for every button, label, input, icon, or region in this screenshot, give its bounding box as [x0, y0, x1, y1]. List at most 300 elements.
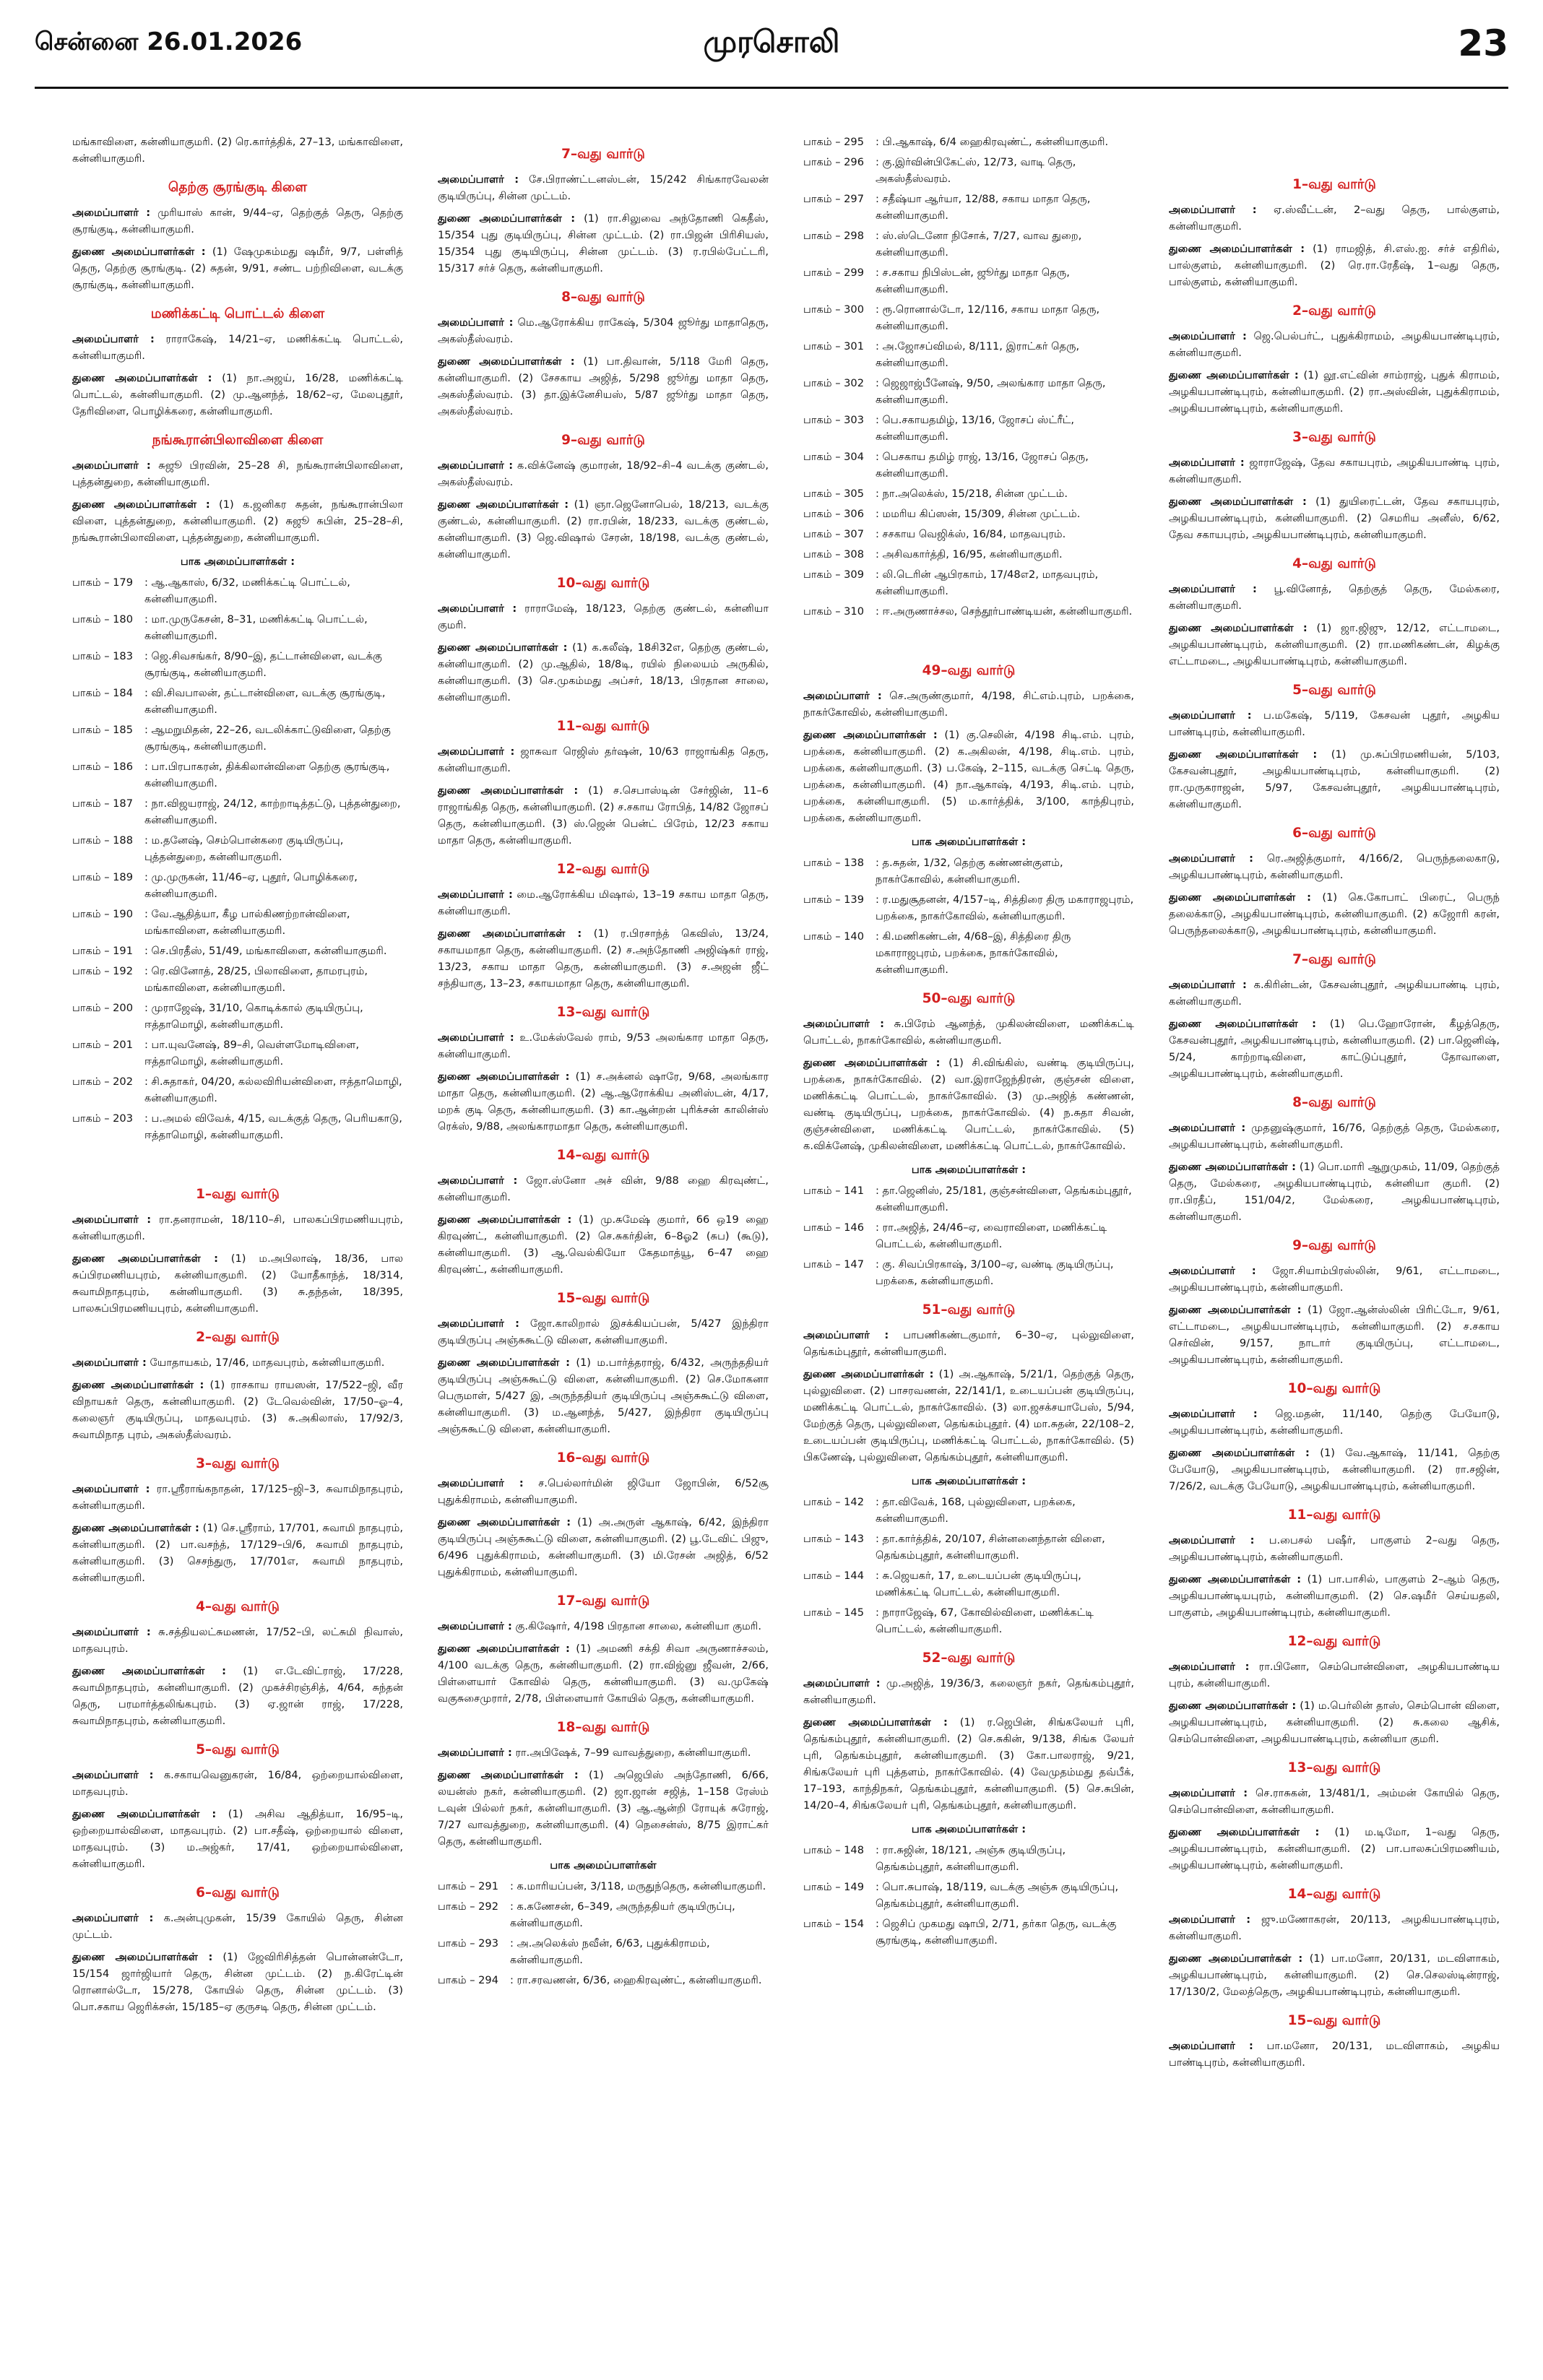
- appointment-text: (1) அஜெபிஸ் அந்தோணி, 6/66, லயன்ஸ் நகர், கன்னியாகுமரி. (2) ஜா.ஜான் சஜித், 1–158 ரேஸ்ம் டவுன் பில்லர் நகர், கன்னியாகுமரி. (3) ஆ.ஆன்றி ரோயுக் சுரோஜ், 7/27 வாவத்துறை, கன்னியாகுமரி. (4) நெசைன்ஸ், 8/75 இராட்கர் தெரு, கன்னியாகுமரி.: [438, 1769, 769, 1848]
- ward-heading: 52–வது வார்டு: [922, 1650, 1016, 1666]
- appointment-paragraph: [1169, 1532, 1500, 1565]
- booth-organizer: : மமரிய கிப்ஸன், 15/309, சின்ன முட்டம்.: [876, 508, 1081, 520]
- ward-heading: 5–வது வார்டு: [1292, 683, 1376, 698]
- booth-organizer: : தா.விவேக், 168, புல்லுவிளை, பறக்கை, கன்னியாகுமரி.: [876, 1496, 1076, 1525]
- appointment-paragraph: [72, 1250, 403, 1317]
- appointment-paragraph: [438, 1029, 769, 1063]
- appointment-paragraph: [72, 331, 403, 364]
- role-label: அமைப்பாளர் :: [438, 1031, 514, 1044]
- ward-heading: 12–வது வார்டு: [556, 862, 650, 877]
- booth-organizer: : ஜெஜாஜ்பீனேஷ், 9/50, அலங்கார மாதா தெரு, கன்னியாகுமரி.: [876, 377, 1106, 406]
- role-label: துணை அமைப்பாளர்கள் :: [72, 246, 206, 258]
- booth-entry: [72, 722, 403, 755]
- appointment-paragraph: [438, 1744, 769, 1761]
- appointment-text: ஜோ.ஸ்னோ அச் வின், 9/88 ஹை கிரவுண்ட், கன்னியாகுமரி.: [438, 1174, 769, 1203]
- booth-organizer: : தா.கார்த்திக், 20/107, சின்னனைந்தான் விளை, தெங்கம்புதூர், கன்னியாகுமரி.: [876, 1533, 1105, 1562]
- appointment-text: ரா.ஸ்ரீராங்கநாதன், 17/125–ஜி–3, சுவாமிநாதபுரம், கன்னியாகுமரி.: [72, 1483, 403, 1512]
- role-label: துணை அமைப்பாளர்கள் :: [72, 1808, 217, 1820]
- appointment-text: (1) ராசகாய ராயஸன், 17/522–ஜி, வீர விநாயகர் தெரு, கன்னியாகுமரி. (2) டேவெல்வின், 17/50–ஓ–4, கலைஞர் குடியிருப்பு, மாதவபுரம். (3) சு.அகிலாஸ், 17/92/3, சுவாமிநாத புரம், அகஸ்தீஸ்வரம்.: [72, 1379, 403, 1441]
- appointment-paragraph: [438, 210, 769, 277]
- role-label: துணை அமைப்பாளர்கள் :: [1169, 369, 1299, 381]
- appointment-paragraph: [438, 1172, 769, 1206]
- booth-number: பாகம் – 187: [72, 797, 133, 810]
- appointment-paragraph: [438, 1514, 769, 1580]
- appointment-text: க.அன்புமுகன், 15/39 கோயில் தெரு, சின்ன முட்டம்.: [72, 1912, 403, 1941]
- appointment-paragraph: [438, 1354, 769, 1437]
- booth-number: பாகம் – 291: [438, 1880, 498, 1892]
- booth-entry: [803, 191, 1134, 224]
- appointment-text: ஜெ.பெல்பர்ட், புதுக்கிராமம், அழகியபாண்டிபுரம், கன்னியாகுமரி.: [1169, 330, 1500, 359]
- booth-number: பாகம் – 139: [803, 893, 864, 906]
- booth-number: பாகம் – 145: [803, 1606, 864, 1619]
- appointment-paragraph: [1169, 1911, 1500, 1944]
- role-label: துணை அமைப்பாளர்கள் :: [72, 1665, 226, 1677]
- booth-number: பாகம் – 201: [72, 1039, 133, 1051]
- appointment-paragraph: [72, 204, 403, 238]
- booth-number: பாகம் – 300: [803, 303, 864, 316]
- booth-number: பாகம் – 140: [803, 930, 864, 943]
- appointment-paragraph: [1169, 889, 1500, 939]
- role-label: துணை அமைப்பாளர்கள் :: [1169, 1573, 1302, 1585]
- ward-heading: 10–வது வார்டு: [556, 576, 650, 591]
- appointment-paragraph: [1169, 241, 1500, 290]
- booth-organizer: : சசகாய வெஜிக்ஸ், 16/84, மாதவபுரம்.: [876, 528, 1066, 540]
- ward-heading: 2–வது வார்டு: [1292, 303, 1376, 319]
- role-label: துணை அமைப்பாளர்கள் :: [1169, 891, 1311, 904]
- appointment-text: (1) பா.திவான், 5/118 மேரி தெரு, கன்னியாகுமரி. (2) சேசகாய அஜித், 5/298 ஜூர்து மாதா தெரு, அகஸ்தீஸ்வரம். (3) தா.இக்னேசியஸ், 5/87 ஜூர்து மாதா தெரு, அகஸ்தீஸ்வரம்.: [438, 355, 769, 417]
- booth-entry: [803, 228, 1134, 261]
- booth-entry: [803, 485, 1134, 502]
- role-label: அமைப்பாளர் :: [72, 207, 151, 219]
- booth-organizer: : ஆ.ஆகாஸ், 6/32, மணிக்கட்டி பொட்டல், கன்னியாகுமரி.: [144, 576, 350, 605]
- appointment-text: (1) ராமஜித், சி.எஸ்.ஐ. சர்ச் எதிரில், பால்குளம், கன்னியாகுமரி. (2) ரெ.ரா.ரேதீஷ், 1–வது தெரு, பால்குளம், கன்னியாகுமரி.: [1169, 243, 1500, 288]
- appointment-text: பூ.வினோத், தெற்குத் தெரு, மேல்கரை, கன்னியாகுமரி.: [1169, 583, 1500, 612]
- booth-organizer: : ப.அமல் விவேக், 4/15, வடக்குத் தெரு, பெரியகாடு, ஈத்தாமொழி, கன்னியாகுமரி.: [144, 1112, 402, 1141]
- appointment-paragraph: [1169, 620, 1500, 670]
- booth-entry: [803, 264, 1134, 298]
- section-subheading: பாக அமைப்பாளர்கள் :: [911, 1164, 1026, 1176]
- appointment-text: க.கிரின்டன், கேசவன்புதூர், அழகியபாண்டி புரம், கன்னியாகுமரி.: [1169, 979, 1500, 1008]
- appointment-text: ரெ.அஜித்குமார், 4/166/2, பெருந்தலைகாடு, அழகியபாண்டிபுரம், கன்னியாகுமரி.: [1169, 852, 1500, 881]
- booth-entry: [438, 1935, 769, 1968]
- booth-entry: [803, 1879, 1134, 1912]
- appointment-paragraph: [438, 1640, 769, 1707]
- booth-entry: [803, 526, 1134, 542]
- booth-organizer: : வே.ஆதித்யா, கீழ பால்கிணற்றான்விளை, மங்காவிளை, கன்னியாகுமரி.: [144, 908, 350, 937]
- appointment-text: ஜோ.சியாம்பிரஸ்லின், 9/61, எட்டாமடை, அழகியபாண்டிபுரம், கன்னியாகுமரி.: [1169, 1265, 1500, 1294]
- booth-number: பாகம் – 148: [803, 1844, 864, 1856]
- booth-organizer: : சதீஷ்யா ஆர்யா, 12/88, சகாய மாதா தெரு, கன்னியாகுமரி.: [876, 193, 1091, 222]
- ward-heading: 13–வது வார்டு: [1287, 1760, 1381, 1775]
- appointment-paragraph: [1169, 1658, 1500, 1692]
- appointment-text: (1) ர.பிரசாந்த் கெவிஸ், 13/24, சகாயமாதா தெரு, கன்னியாகுமரி. (2) ச.அந்தோணி அஜிஷ்கர் ராஜ், 13/23, சகாய மாதா தெரு, கன்னியாகுமரி. (3) ச.அஜன் ஜீட் சந்தியாகு, 13–23, சகாயமாதா தெரு, கன்னியாகுமரி.: [438, 927, 769, 990]
- ward-heading: 8–வது வார்டு: [561, 290, 645, 305]
- appointment-paragraph: [438, 886, 769, 919]
- booth-organizer: : பா.யுவனேஷ், 89–சி, வெள்ளமோடிவிளை, ஈத்தாமொழி, கன்னியாகுமரி.: [144, 1039, 360, 1068]
- booth-organizer: : பெ.சகாயதமிழ், 13/16, ஜோசப் ஸ்ட்ரீட், கன்னியாகுமரி.: [876, 414, 1075, 443]
- booth-organizer: : ஈ.அருணாச்சல, செந்தூர்பாண்டியன், கன்னியாகுமரி.: [876, 605, 1133, 618]
- booth-entry: [803, 854, 1134, 888]
- ward-heading: 10–வது வார்டு: [1287, 1381, 1381, 1396]
- role-label: அமைப்பாளர் :: [438, 173, 519, 186]
- ward-heading: 15–வது வார்டு: [556, 1291, 650, 1306]
- role-label: அமைப்பாளர் :: [72, 1356, 147, 1369]
- booth-organizer: : நா.விஜயராஜ், 24/12, காற்றாடித்தட்டு, புத்தன்துறை, கன்னியாகுமரி.: [144, 797, 401, 826]
- appointment-paragraph: [438, 496, 769, 563]
- appointment-text: சு.சத்தியலட்சுமணன், 17/52–பி, லட்சுமி நிவாஸ், மாதவபுரம்.: [72, 1626, 403, 1655]
- appointment-text: உ.மேக்ஸ்வேல் ராம், 9/53 அலங்கார மாதா தெரு, கன்னியாகுமரி.: [438, 1031, 769, 1060]
- ward-heading: 8–வது வார்டு: [1292, 1095, 1376, 1110]
- booth-number: பாகம் – 185: [72, 724, 133, 736]
- appointment-text: (1) மு.சுப்பிரமணியன், 5/103, கேசவன்புதூர், அழகியபாண்டிபுரம், கன்னியாகுமரி. (2) ரா.முருகராஜன், 5/97, கேசவன்புதூர், அழகியபாண்டிபுரம், கன்னியாகுமரி.: [1169, 748, 1500, 810]
- booth-number: பாகம் – 179: [72, 576, 133, 589]
- booth-entry: [803, 375, 1134, 408]
- appointment-paragraph: [803, 1055, 1134, 1154]
- appointment-paragraph: [72, 1377, 403, 1443]
- appointment-paragraph: [803, 1714, 1134, 1814]
- booth-number: பாகம் – 303: [803, 414, 864, 426]
- appointment-paragraph: [1169, 1445, 1500, 1494]
- booth-organizer: : க.கணேசன், 6–349, அருந்ததியர் குடியிருப்பு, கன்னியாகுமரி.: [510, 1900, 735, 1929]
- ward-heading: 6–வது வார்டு: [196, 1885, 280, 1900]
- role-label: துணை அமைப்பாளர்கள் :: [1169, 243, 1305, 255]
- booth-number: பாகம் – 310: [803, 605, 864, 618]
- role-label: அமைப்பாளர் :: [1169, 330, 1247, 342]
- booth-organizer: : முராஜேஷ், 31/10, கொடிக்கால் குடியிருப்பு, ஈத்தாமொழி, கன்னியாகுமரி.: [144, 1002, 363, 1031]
- appointment-text: க.சகாயவெனுகரன், 16/84, ஒற்றையால்விளை, மாதவபுரம்.: [72, 1769, 403, 1798]
- appointment-paragraph: [803, 1327, 1134, 1360]
- appointment-text: கு.கிஷோர், 4/198 பிரதான சாலை, கன்னியா குமரி.: [515, 1620, 762, 1632]
- appointment-text: (1) மு.சுமேஷ் குமார், 66 ஒ19 ஹை கிரவுண்ட், கன்னியாகுமரி. (2) செ.சுகர்தின், 6–8ஓ2 (சுப) (கூடு), கன்னியாகுமரி. (3) ஆ.வெல்கியோ கேதமாத்யூ, 6–47 ஹை கிரவுண்ட், கன்னியாகுமரி.: [438, 1213, 769, 1276]
- role-label: அமைப்பாளர் :: [72, 333, 155, 345]
- role-label: துணை அமைப்பாளர்கள் :: [72, 498, 210, 511]
- booth-number: பாகம் – 138: [803, 857, 864, 869]
- role-label: அமைப்பாளர் :: [1169, 1408, 1258, 1420]
- appointment-paragraph: [72, 1354, 403, 1371]
- booth-entry: [803, 566, 1134, 600]
- role-label: துணை அமைப்பாளர்கள் :: [438, 212, 576, 225]
- appointment-paragraph: [1169, 1302, 1500, 1368]
- appointment-text: ராராகேஷ், 14/21–ஏ, மணிக்கட்டி பொட்டல், கன்னியாகுமரி.: [72, 333, 403, 362]
- appointment-paragraph: [72, 1481, 403, 1514]
- booth-entry: [72, 758, 403, 792]
- appointment-text: (1) அசிவ ஆதித்யா, 16/95–டி, ஒற்றையால்விளை, மாதவபுரம். (2) பா.சதீஷ், ஒற்றையால் விளை, மாதவபுரம். (3) ம.அஜ்கர், 17/41, ஒற்றையால்விளை, கன்னியாகுமரி.: [72, 1808, 403, 1870]
- appointment-text: ரா.அபிஷேக், 7–99 வாவத்துறை, கன்னியாகுமரி.: [515, 1747, 751, 1759]
- role-label: அமைப்பாளர் :: [1169, 1122, 1246, 1134]
- ward-heading: 1–வது வார்டு: [196, 1187, 280, 1202]
- ward-heading: 49–வது வார்டு: [922, 663, 1016, 678]
- appointment-paragraph: [72, 1663, 403, 1729]
- role-label: துணை அமைப்பாளர்கள் :: [803, 1368, 934, 1380]
- role-label: துணை அமைப்பாளர்கள் :: [438, 927, 582, 940]
- booth-number: பாகம் – 308: [803, 548, 864, 561]
- appointment-text: செ.அருண்குமார், 4/198, சிட்எம்.புரம், பறக்கை, நாகர்கோவில், கன்னியாகுமரி.: [803, 690, 1134, 719]
- role-label: அமைப்பாளர் :: [438, 602, 517, 615]
- appointment-paragraph: [72, 1767, 403, 1800]
- appointment-text: யோதாயகம், 17/46, மாதவபுரம், கன்னியாகுமரி.: [150, 1356, 385, 1369]
- ward-heading: 6–வது வார்டு: [1292, 826, 1376, 841]
- role-label: துணை அமைப்பாளர்கள் :: [1169, 496, 1307, 508]
- booth-organizer: : தா.ஜெனிஸ், 25/181, குஞ்சன்விளை, தெங்கம்புதூர், கன்னியாகுமரி.: [876, 1185, 1132, 1213]
- role-label: துணை அமைப்பாளர்கள் :: [803, 729, 938, 741]
- ward-heading: 17–வது வார்டு: [556, 1593, 650, 1609]
- role-label: அமைப்பாளர் :: [438, 745, 515, 758]
- booth-entry: [803, 1256, 1134, 1289]
- section-subheading: பாக அமைப்பாளர்கள்: [550, 1859, 657, 1871]
- booth-entry: [803, 506, 1134, 522]
- page-header: [35, 0, 1508, 89]
- appointment-text: ப.மகேஷ், 5/119, கேசவன் புதூர், அழகிய பாண்டிபுரம், கன்னியாகுமரி.: [1169, 709, 1500, 738]
- booth-entry: [803, 338, 1134, 371]
- booth-number: பாகம் – 190: [72, 908, 133, 920]
- booth-number: பாகம் – 147: [803, 1258, 864, 1271]
- booth-number: பாகம் – 184: [72, 687, 133, 699]
- appointment-text: (1) ஜா.ஜிஜு, 12/12, எட்டாமடை, அழகியபாண்டிபுரம், கன்னியாகுமரி. (2) ரா.மணிகண்டன், கிழக்கு எட்டாமடை, அழகியபாண்டிபுரம், கன்னியாகுமரி.: [1169, 622, 1500, 667]
- appointment-text: (1) அமணி சக்தி சிவா அருணாச்சலம், 4/100 வடக்கு தெரு, கன்னியாகுமரி. (2) ரா.விஜ்னு ஜீவன், 2/66, பிள்ளையார் கோவில் தெரு, கன்னியாகுமரி. (3) வ.முகேஷ் வகுசுசைமுரார், 2/78, பிள்ளையார் கோயில் தெரு, கன்னியாகுமரி.: [438, 1643, 769, 1705]
- ward-heading: 50–வது வார்டு: [922, 991, 1016, 1006]
- booth-entry: [803, 1604, 1134, 1637]
- appointment-paragraph: [1169, 707, 1500, 740]
- appointment-paragraph: [1169, 977, 1500, 1010]
- appointment-paragraph: [72, 243, 403, 293]
- appointment-text: (1) துயிரைட்டன், தேவ சகாயபுரம், அழகியபாண்டிபுரம், கன்னியாகுமரி. (2) செமரிய அனீஸ், 6/62, தேவ சகாயபுரம், அழகியபாண்டிபுரம், கன்னியாகுமரி.: [1169, 496, 1500, 541]
- appointment-paragraph: [803, 1675, 1134, 1708]
- booth-organizer: : அசிவகார்த்தி, 16/95, கன்னியாகுமரி.: [876, 548, 1063, 561]
- booth-entry: [803, 928, 1134, 978]
- booth-number: பாகம் – 142: [803, 1496, 864, 1508]
- role-label: துணை அமைப்பாளர்கள் :: [72, 1379, 204, 1391]
- booth-entry: [72, 832, 403, 865]
- booth-entry: [72, 1110, 403, 1143]
- booth-entry: [803, 449, 1134, 482]
- booth-organizer: : ஸ்.ஸ்டெனோ நிசோக், 7/27, வாவ துறை, கன்னியாகுமரி.: [876, 230, 1082, 259]
- role-label: அமைப்பாளர் :: [438, 1747, 512, 1759]
- role-label: துணை அமைப்பாளர்கள் :: [1169, 1161, 1296, 1173]
- role-label: அமைப்பாளர் :: [72, 1626, 151, 1638]
- role-label: துணை அமைப்பாளர்கள் :: [72, 1951, 213, 1963]
- ward-heading: 9–வது வார்டு: [1292, 1238, 1376, 1253]
- booth-entry: [803, 546, 1134, 563]
- booth-number: பாகம் – 302: [803, 377, 864, 389]
- appointment-paragraph: [72, 1949, 403, 2015]
- appointment-paragraph: [1169, 1824, 1500, 1874]
- ward-heading: 9–வது வார்டு: [561, 433, 645, 448]
- appointment-paragraph: [1169, 1406, 1500, 1439]
- appointment-text: முரியாஸ் கான், 9/44–ஏ, தெற்குத் தெரு, தெற்கு சூரங்குடி, கன்னியாகுமரி.: [72, 207, 403, 235]
- booth-organizer: : த.சுதன், 1/32, தெற்கு கண்ணன்குளம், நாகர்கோவில், கன்னியாகுமரி.: [876, 857, 1063, 886]
- appointment-text: சே.பிராண்ட்டனஸ்டன், 15/242 சிங்காரவேலன் குடியிருப்பு, சின்ன முட்டம்.: [438, 173, 769, 202]
- issue-date: சென்னை 26.01.2026: [35, 27, 303, 56]
- appointment-text: (1) ஜேவிரிசித்தன் பொன்னன்டோ, 15/154 ஜார்ஜியார் தெரு, சின்ன முட்டம். (2) ந.கிரேட்டின் ரொனால்டோ, 15/278, கோயில் தெரு, சின்ன முட்டம். (3) பொ.சகாய ஜெரிக்சன், 15/185–ஏ குருசடி தெரு, சின்ன முட்டம்.: [72, 1951, 403, 2013]
- booth-entry: [803, 1916, 1134, 1949]
- role-label: அமைப்பாளர் :: [803, 690, 882, 702]
- role-label: அமைப்பாளர் :: [438, 888, 513, 901]
- appointment-text: (1) க.ஜனிகர சுதன், நங்கூரான்பிலா விளை, புத்தன்துறை, கன்னியாகுமரி. (2) சுஜூ சுபின், 25–28–சி, நங்கூரான்பிலாவிளை, புத்தன்துறை, கன்னியாகுமரி.: [72, 498, 403, 544]
- booth-number: பாகம் – 305: [803, 488, 864, 500]
- appointment-paragraph: [803, 1366, 1134, 1466]
- appointment-paragraph: [1169, 1159, 1500, 1225]
- role-label: அமைப்பாளர் :: [1169, 456, 1245, 469]
- role-label: துணை அமைப்பாளர்கள் :: [438, 1643, 570, 1655]
- booth-organizer: : ர.மதுசூதனன், 4/157–டி, சித்திரை திரு மகாராஜபுரம், பறக்கை, நாகர்கோவில், கன்னியாகுமரி.: [876, 893, 1134, 922]
- appointment-text: (1) அ.அருள் ஆகாஷ், 6/42, இந்திரா குடியிருப்பு அஞ்சுகூட்டு விளை, கன்னியாகுமரி. (2) பூ.டேவிட் பிஜு, 6/496 புதுக்கிராமம், கன்னியாகுமரி. (3) மி.ரேசன் அஜித், 6/52 புதுக்கிராமம், கன்னியாகுமரி.: [438, 1516, 769, 1578]
- role-label: அமைப்பாளர் :: [438, 459, 514, 472]
- role-label: துணை அமைப்பாளர்கள் :: [72, 372, 212, 384]
- appointment-text: ரா.தனராமன், 18/110–சி, பாலகப்பிரமணியபுரம், கன்னியாகுமரி.: [72, 1213, 403, 1242]
- appointment-text: (1) பா.மனோ, 20/131, மடவிளாகம், அழகியபாண்டிபுரம், கன்னியாகுமரி. (2) செ.செலஸ்டின்ராஜ், 17/130/2, மேலத்தெரு, அழகியபாண்டிபுரம், கன்னியாகுமரி.: [1169, 1952, 1500, 1998]
- booth-number: பாகம் – 141: [803, 1185, 864, 1197]
- role-label: அமைப்பாளர் :: [1169, 204, 1257, 216]
- role-label: அமைப்பாளர் :: [72, 1912, 154, 1924]
- booth-number: பாகம் – 149: [803, 1881, 864, 1893]
- appointment-text: (1) கு.செலின், 4/198 சிடி.எம். புரம், பறக்கை, கன்னியாகுமரி. (2) க.அகிலன், 4/198, சிடி.எம். புரம், பறக்கை, கன்னியாகுமரி. (3) ப.கேஷ், 2–115, வடக்கு செட்டி தெரு, பறக்கை, கன்னியாகுமரி. (4) நா.ஆகாஷ், 4/193, சிடி.எம். புரம், பறக்கை, கன்னியாகுமரி. (5) ம.கார்த்திக், 3/100, காந்திபுரம், பறக்கை, கன்னியாகுமரி.: [803, 729, 1134, 824]
- booth-number: பாகம் – 295: [803, 136, 864, 148]
- appointment-text: க.விக்னேஷ் குமாரன், 18/92–சி–4 வடக்கு குண்டல், அகஸ்தீஸ்வரம்.: [438, 459, 769, 488]
- appointment-text: ஜெ.மதன், 11/140, தெற்கு பேயோடு, அழகியபாண்டிபுரம், கன்னியாகுமரி.: [1169, 1408, 1500, 1437]
- booth-number: பாகம் – 203: [72, 1112, 133, 1125]
- booth-organizer: : ரூ.ரொனால்டோ, 12/116, சகாய மாதா தெரு, கன்னியாகுமரி.: [876, 303, 1100, 332]
- booth-number: பாகம் – 292: [438, 1900, 498, 1913]
- booth-organizer: : ரா.சரவணன், 6/36, ஹைகிரவுண்ட், கன்னியாகுமரி.: [510, 1974, 762, 1986]
- booth-organizer: : கி.மணிகண்டன், 4/68–இ, சித்திரை திரு மகாராஜபுரம், பறக்கை, நாகர்கோவில், கன்னியாகுமரி.: [876, 930, 1071, 976]
- booth-number: பாகம் – 144: [803, 1570, 864, 1582]
- role-label: அமைப்பாளர் :: [72, 1769, 154, 1781]
- role-label: அமைப்பாளர் :: [1169, 1265, 1256, 1277]
- appointment-paragraph: [438, 925, 769, 992]
- ward-heading: 18–வது வார்டு: [556, 1720, 650, 1735]
- booth-entry: [72, 963, 403, 996]
- booth-entry: [72, 1073, 403, 1107]
- role-label: அமைப்பாளர் :: [72, 459, 151, 472]
- booth-entry: [803, 154, 1134, 187]
- role-label: துணை அமைப்பாளர்கள் :: [1169, 1304, 1302, 1316]
- role-label: துணை அமைப்பாளர்கள் :: [1169, 1018, 1316, 1030]
- role-label: அமைப்பாளர் :: [72, 1213, 152, 1226]
- role-label: அமைப்பாளர் :: [438, 1317, 520, 1330]
- ward-heading: 14–வது வார்டு: [1287, 1887, 1381, 1902]
- booth-number: பாகம் – 306: [803, 508, 864, 520]
- appointment-text: பா.மனோ, 20/131, மடவிளாகம், அழகிய பாண்டிபுரம், கன்னியாகுமரி.: [1169, 2040, 1500, 2069]
- appointment-text: ஜு.மணோகரன், 20/113, அழகியபாண்டிபுரம், கன்னியாகுமரி.: [1169, 1913, 1500, 1942]
- booth-organizer: : பி.ஆகாஷ், 6/4 ஹைகிரவுண்ட், கன்னியாகுமரி.: [876, 136, 1109, 148]
- booth-organizer: : ஆமறுமிதன், 22–26, வடலிக்காட்டுவிளை, தெற்கு சூரங்குடி, கன்னியாகுமரி.: [144, 724, 391, 753]
- ward-heading: 7–வது வார்டு: [1292, 952, 1376, 967]
- role-label: அமைப்பாளர் :: [803, 1677, 881, 1689]
- booth-entry: [803, 603, 1134, 620]
- booth-organizer: : நா.அலெக்ஸ், 15/218, சின்ன முட்டம்.: [876, 488, 1068, 500]
- booth-entry: [438, 1878, 769, 1895]
- appointment-text: (1) ம.பெர்லின் தாஸ், செம்பொன் விளை, அழகியபாண்டிபுரம், கன்னியாகுமரி. (2) சு.கலை ஆசிக், செம்பொன்விளை, அழகியபாண்டிபுரம், கன்னியா குமரி.: [1169, 1700, 1500, 1745]
- booth-organizer: : வி.சிவபாலன், தட்டான்விளை, வடக்கு சூரங்குடி, கன்னியாகுமரி.: [144, 687, 386, 716]
- appointment-paragraph: [438, 1767, 769, 1850]
- booth-entry: [72, 869, 403, 902]
- booth-entry: [803, 134, 1134, 150]
- appointment-paragraph: [1169, 1120, 1500, 1153]
- appointment-text: (1) ஞா.ஜெனோபெல், 18/213, வடக்கு குண்டல், கன்னியாகுமரி. (2) ரா.ரபின், 18/233, வடக்கு குண்டல், கன்னியாகுமரி. (3) ஜெ.விஷால் சேரன், 18/198, வடக்கு குண்டல், கன்னியாகுமரி.: [438, 498, 769, 561]
- appointment-paragraph: [72, 370, 403, 420]
- appointment-text: மு.அஜித், 19/36/3, கலைஞர் நகர், தெங்கம்புதூர், கன்னியாகுமரி.: [803, 1677, 1134, 1706]
- booth-number: பாகம் – 146: [803, 1221, 864, 1234]
- appointment-text: (1) சி.விங்கிஸ், வண்டி குடியிருப்பு, பறக்கை, நாகர்கோவில். (2) வா.இராஜேந்திரன், குஞ்சன் விளை, மணிக்கட்டி பொட்டல், நாகர்கோவில். (3) மு.அஜித் கண்ணன், வண்டி குடியிருப்பு, பறக்கை, நாகர்கோவில். (4) ந.சுதா சிவன், குஞ்சன்விளை, மணிக்கட்டி பொட்டல், நாகர்கோவில். (5) க.விக்னேஷ், முகிலன்விளை, மணிக்கட்டி பொட்டல், நாகர்கோவில்.: [803, 1057, 1134, 1152]
- column-4: [1169, 134, 1500, 2366]
- role-label: துணை அமைப்பாளர்கள் :: [438, 784, 579, 797]
- booth-number: பாகம் – 183: [72, 650, 133, 662]
- appointment-paragraph: [1169, 367, 1500, 417]
- appointment-text: செ.ராசுகன், 13/481/1, அம்மன் கோயில் தெரு, செம்பொன்விளை, கன்னியாகுமரி.: [1169, 1787, 1500, 1816]
- ward-heading: 15–வது வார்டு: [1287, 2013, 1381, 2028]
- appointment-text: (1) நா.அஜய், 16/28, மணிக்கட்டி பொட்டல், கன்னியாகுமரி. (2) மு.ஆனந்த், 18/62–ஏ, மேலபுதூர், தேரிவிளை, பொழிக்கரை, கன்னியாகுமரி.: [72, 372, 403, 417]
- appointment-paragraph: [438, 171, 769, 204]
- role-label: துணை அமைப்பாளர்கள் :: [1169, 1826, 1320, 1838]
- appointment-text: (1) ஷேமுகம்மது ஷமீர், 9/7, பள்ளித் தெரு, தெற்கு சூரங்குடி. (2) சுதன், 9/91, சண்ட பற்றிவிளை, வடக்கு சூரங்குடி, கன்னியாகுமரி.: [72, 246, 403, 291]
- appointment-paragraph: [438, 1315, 769, 1349]
- booth-number: பாகம் – 188: [72, 834, 133, 847]
- appointment-text: (1) ம.டிமோ, 1–வது தெரு, அழகியபாண்டிபுரம், கன்னியாகுமரி. (2) பா.பாலசுப்பிரமணியம், அழகியபாண்டிபுரம், கன்னியாகுமரி.: [1169, 1826, 1500, 1871]
- ward-heading: 5–வது வார்டு: [196, 1742, 280, 1757]
- role-label: துணை அமைப்பாளர்கள் :: [438, 498, 569, 511]
- column-1: [72, 134, 403, 2366]
- appointment-paragraph: [1169, 328, 1500, 361]
- appointment-paragraph: [438, 1211, 769, 1278]
- appointment-paragraph: [1169, 1571, 1500, 1621]
- role-label: துணை அமைப்பாளர்கள் :: [438, 1516, 571, 1528]
- appointment-paragraph: [1169, 454, 1500, 488]
- booth-number: பாகம் – 191: [72, 945, 133, 957]
- ward-heading: 14–வது வார்டு: [556, 1148, 650, 1163]
- booth-entry: [803, 412, 1134, 445]
- ward-heading: 7–வது வார்டு: [561, 147, 645, 162]
- appointment-paragraph: [72, 1211, 403, 1245]
- appointment-paragraph: [438, 1475, 769, 1508]
- booth-entry: [72, 611, 403, 644]
- booth-organizer: : பொ.சுபாஷ், 18/119, வடக்கு அஞ்சு குடியிருப்பு, தெங்கம்புதூர், கன்னியாகுமரி.: [876, 1881, 1119, 1910]
- ward-heading: 4–வது வார்டு: [1292, 556, 1376, 571]
- appointment-paragraph: [803, 1016, 1134, 1049]
- booth-entry: [72, 1000, 403, 1033]
- appointment-text: ரா.பினோ, செம்பொன்விளை, அழகியபாண்டிய புரம், கன்னியாகுமரி.: [1169, 1661, 1500, 1689]
- role-label: அமைப்பாளர் :: [1169, 979, 1247, 991]
- booth-number: பாகம் – 304: [803, 451, 864, 463]
- booth-entry: [72, 906, 403, 939]
- ward-heading: தெற்கு சூரங்குடி கிளை: [168, 180, 308, 195]
- booth-number: பாகம் – 297: [803, 193, 864, 205]
- booth-organizer: : ரெ.வினோத், 28/25, பிலாவிளை, தாமரபுரம், மங்காவிளை, கன்னியாகுமரி.: [144, 965, 368, 994]
- role-label: துணை அமைப்பாளர்கள் :: [803, 1716, 948, 1728]
- appointment-paragraph: [1169, 1697, 1500, 1747]
- role-label: அமைப்பாளர் :: [803, 1329, 889, 1341]
- appointment-paragraph: [1169, 1016, 1500, 1082]
- role-label: துணை அமைப்பாளர்கள் :: [438, 355, 575, 368]
- booth-entry: [72, 795, 403, 828]
- booth-organizer: : மா.முருகேசன், 8–31, மணிக்கட்டி பொட்டல், கன்னியாகுமரி.: [144, 613, 368, 642]
- appointment-paragraph: [1169, 1950, 1500, 2000]
- role-label: துணை அமைப்பாளர்கள் :: [438, 1769, 579, 1781]
- booth-entry: [803, 301, 1134, 334]
- booth-number: பாகம் – 189: [72, 871, 133, 883]
- booth-organizer: : பெசகாய தமிழ் ராஜ், 13/16, ஜோசப் தெரு, கன்னியாகுமரி.: [876, 451, 1089, 480]
- appointment-text: சு.பிரேம் ஆனந்த், முகிலன்விளை, மணிக்கட்டி பொட்டல், நாகர்கோவில், கன்னியாகுமரி.: [803, 1018, 1134, 1047]
- role-label: அமைப்பாளர் :: [1169, 1913, 1251, 1926]
- appointment-paragraph: [438, 743, 769, 776]
- role-label: அமைப்பாளர் :: [1169, 709, 1252, 722]
- appointment-paragraph: [438, 1618, 769, 1635]
- role-label: துணை அமைப்பாளர்கள் :: [438, 1356, 570, 1369]
- page-number: 23: [1458, 22, 1508, 64]
- ward-heading: 4–வது வார்டு: [196, 1599, 280, 1614]
- role-label: அமைப்பாளர் :: [803, 1018, 884, 1030]
- appointment-text: (1) ச.செபாஸ்டின் சேர்ஜின், 11–6 ராஜாங்கித தெரு, கன்னியாகுமரி. (2) ச.சகாய ரோபித், 14/82 ஜோசப் தெரு, கன்னியாகுமரி. (3) ஸ்.ஜென் பென்ட் பிரேம், 12/23 சகாய மாதா தெரு, கன்னியாகுமரி.: [438, 784, 769, 847]
- appointment-paragraph: [72, 1520, 403, 1586]
